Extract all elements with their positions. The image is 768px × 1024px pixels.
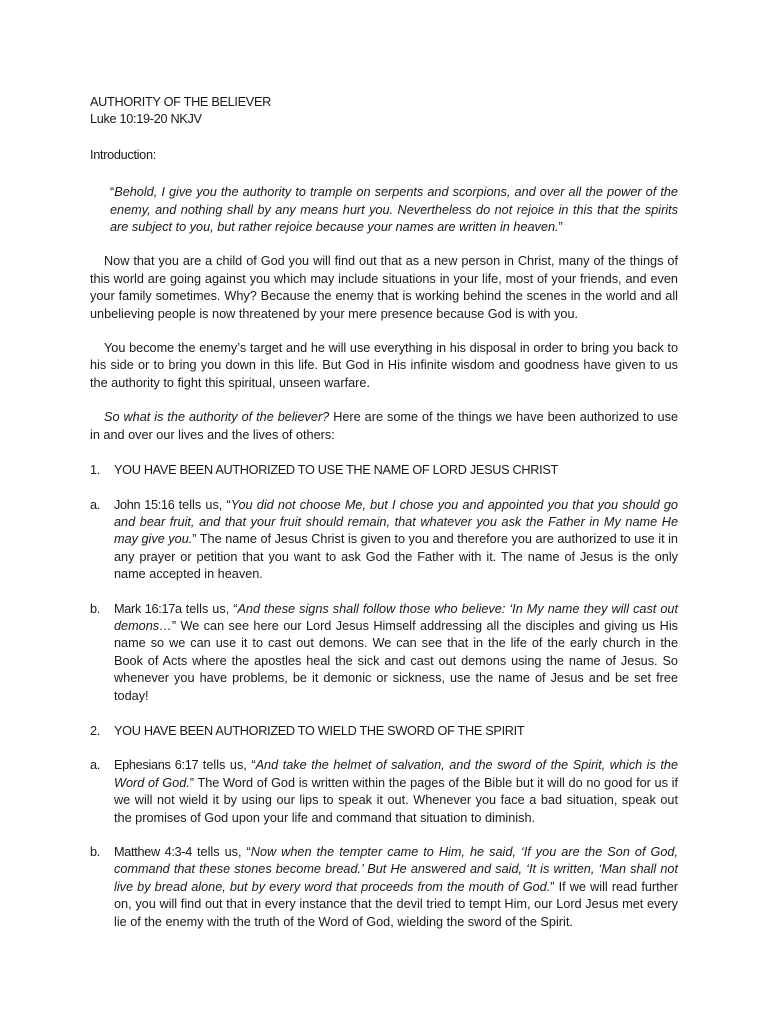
verse-quote: Now when the tempter came to Him, he said, ‘If you are the Son of God, command that these stones become bread.’ But He answered and said, ‘It is written, ‘Man shall not live by bread alone, but by every word that proceeds from the mouth of God. [114, 845, 678, 894]
item-letter: a. [90, 758, 100, 773]
list-item [90, 844, 678, 931]
section-heading [90, 462, 678, 479]
item-body: ” If we will read further on, you will find out that in every instance that the devil tried to tempt Him, our Lord Jesus met every lie of the enemy with the truth of the Word of God, wielding the sword of the Spirit. [114, 879, 678, 929]
item-body: ” We can see here our Lord Jesus Himself addressing all the disciples and giving us His name so we can use it to cast out demons. We can see that in the life of the early church in the Book of Acts where the apostles heal the sick and cast out demons using the name of Jesus. So whenever you have problems, be it demonic or sickness, use the name of Jesus and be set free today! [114, 618, 678, 703]
section-title: YOU HAVE BEEN AUTHORIZED TO USE THE NAME OF LORD JESUS CHRIST [114, 463, 558, 478]
verse-reference: John 15:16 [114, 497, 175, 512]
item-letter: b. [90, 601, 100, 616]
paragraph-3 [90, 409, 678, 444]
item-lead: tells us, “ [181, 601, 238, 616]
item-lead: tells us, “ [174, 497, 231, 512]
item-text [114, 601, 678, 705]
item-text [114, 757, 678, 827]
verse-quote: And take the helmet of salvation, and the sword of the Spirit, which is the Word of God. [114, 758, 678, 790]
item-letter: a. [90, 497, 100, 512]
section-title: YOU HAVE BEEN AUTHORIZED TO WIELD THE SWORD OF THE SPIRIT [114, 723, 525, 738]
item-lead: tells us, “ [192, 845, 251, 859]
paragraph-2: You become the enemy’s target and he will use everything in his disposal in order to bring you back to his side or to bring you down in this life. But God in His infinite wisdom and goodness have given to us the authority to fight this spiritual, unseen warfare. [90, 341, 678, 390]
item-lead: tells us, “ [198, 758, 256, 773]
quote-text: Behold, I give you the authority to trample on serpents and scorpions, and over all the power of the enemy, and nothing shall by any means hurt you. Nevertheless do not rejoice in this that the spirits are subject to you, but rather rejoice because your names are written in heaven. [110, 185, 678, 235]
section-number: 2. [90, 723, 100, 738]
quote-close: ” [558, 220, 563, 235]
quote-open: “ [110, 185, 115, 200]
section-number: 1. [90, 463, 100, 478]
item-body: ” The name of Jesus Christ is given to you and therefore you are authorized to use it in any prayer or petition that you want to ask God the Father with it. The name of Jesus is the only name accepted in heaven. [114, 532, 678, 582]
item-letter: b. [90, 845, 100, 859]
list-item [90, 497, 678, 584]
introduction-heading: Introduction: [90, 147, 156, 162]
section-heading [90, 723, 678, 740]
paragraph-3-text: Here are some of the things we have been authorized to use in and over our lives and the lives of others: [90, 410, 678, 442]
item-text [114, 497, 678, 584]
document-title: AUTHORITY OF THE BELIEVER [90, 95, 271, 109]
paragraph-1: Now that you are a child of God you will find out that as a new person in Christ, many of the things of this world are going against you which may include situations in your life, most of your friends, and even your family sometimes. Why? Because the enemy that is working behind the scenes in the world and all unbelieving people is now threatened by your mere presence because God is with you. [90, 254, 678, 321]
verse-reference: Matthew 4:3-4 [114, 845, 192, 859]
item-text [114, 844, 678, 931]
list-item [90, 757, 678, 827]
paragraph-3-question: So what is the authority of the believer? [104, 410, 330, 425]
list-item [90, 601, 678, 705]
introduction-quote [110, 184, 678, 236]
verse-quote: And these signs shall follow those who believe: ‘In My name they will cast out demons… [114, 601, 678, 633]
scripture-reference: Luke 10:19-20 NKJV [90, 112, 202, 127]
item-body: ” The Word of God is written within the pages of the Bible but it will do no good for us if we will not wield it by using our lips to speak it out. Whenever you face a bad situation, speak out the promises of God upon your life and command that situation to diminish. [114, 775, 678, 825]
verse-reference: Ephesians 6:17 [114, 758, 199, 773]
verse-reference: Mark 16:17a [114, 601, 182, 616]
document-page [90, 94, 678, 931]
verse-quote: You did not choose Me, but I chose you and appointed you that you should go and bear fruit, and that your fruit should remain, that whatever you ask the Father in My name He may give you. [114, 497, 678, 547]
